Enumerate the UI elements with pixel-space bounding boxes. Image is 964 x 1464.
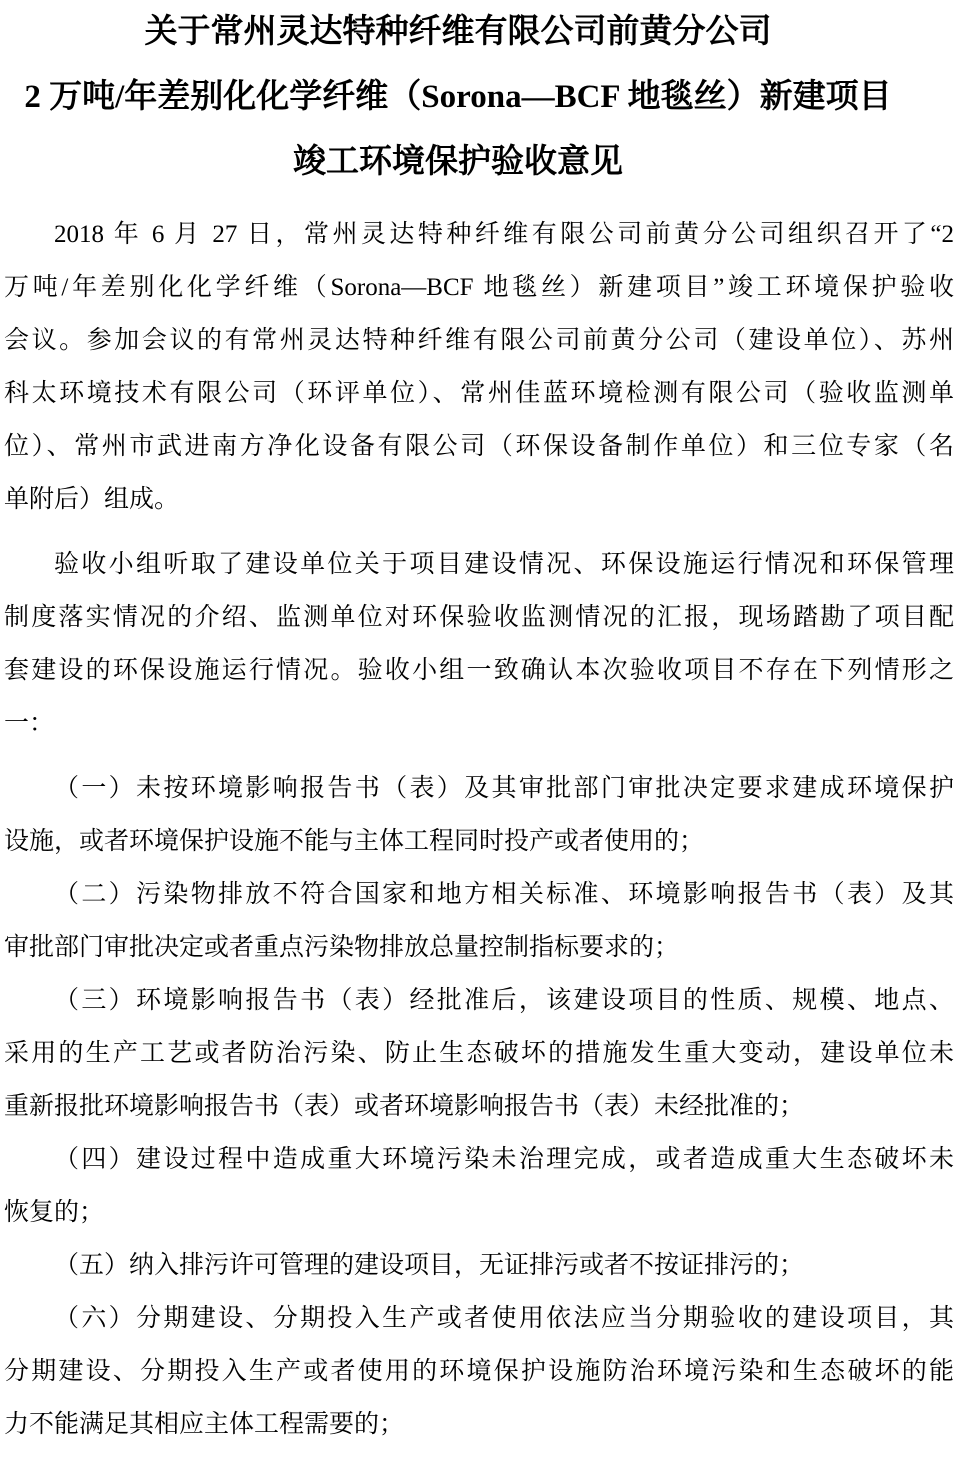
paragraph-line: （二）污染物排放不符合国家和地方相关标准、环境影响报告书（表）及其 (54, 881, 954, 908)
paragraph-line: 位）、常州市武进南方净化设备有限公司（环保设备制作单位）和三位专家（名 (4, 433, 954, 460)
paragraph-line: 会议。参加会议的有常州灵达特种纤维有限公司前黄分公司（建设单位）、苏州 (4, 327, 954, 354)
paragraph-line: 2018 年 6 月 27 日，常州灵达特种纤维有限公司前黄分公司组织召开了“2 (54, 221, 954, 248)
title-line-1: 关于常州灵达特种纤维有限公司前黄分公司 (144, 14, 772, 50)
paragraph (4, 1292, 954, 1451)
paragraph (4, 1239, 954, 1292)
document-title (4, 0, 954, 195)
paragraph-line: 分期建设、分期投入生产或者使用的环境保护设施防治环境污染和生态破坏的能 (4, 1358, 954, 1385)
title-line-2: 2 万吨/年差别化化学纤维（Sorona—BCF 地毯丝）新建项目 (24, 79, 892, 115)
paragraph (4, 208, 954, 526)
paragraph-line: （六）分期建设、分期投入生产或者使用依法应当分期验收的建设项目，其 (54, 1305, 954, 1332)
paragraph-line: 审批部门审批决定或者重点污染物排放总量控制指标要求的； (4, 934, 680, 961)
paragraph-line: 万吨/年差别化化学纤维（Sorona—BCF 地毯丝）新建项目”竣工环境保护验收 (4, 274, 954, 301)
paragraph-line: 制度落实情况的介绍、监测单位对环保验收监测情况的汇报，现场踏勘了项目配 (4, 604, 954, 631)
paragraph-line: （四）建设过程中造成重大环境污染未治理完成，或者造成重大生态破坏未 (54, 1146, 954, 1173)
paragraph-line: （五）纳入排污许可管理的建设项目，无证排污或者不按证排污的； (54, 1252, 805, 1279)
paragraph (4, 974, 954, 1133)
paragraph-line: （三）环境影响报告书（表）经批准后，该建设项目的性质、规模、地点、 (54, 987, 954, 1014)
paragraph-line: 力不能满足其相应主体工程需要的； (4, 1411, 405, 1438)
paragraph-line: 采用的生产工艺或者防治污染、防止生态破坏的措施发生重大变动，建设单位未 (4, 1040, 954, 1067)
paragraph-line: 恢复的； (4, 1199, 105, 1226)
paragraph-line: 重新报批环境影响报告书（表）或者环境影响报告书（表）未经批准的； (4, 1093, 805, 1120)
paragraph (4, 868, 954, 974)
document-body (4, 208, 954, 1451)
title-line-3: 竣工环境保护验收意见 (293, 144, 623, 180)
paragraph-line: 套建设的环保设施运行情况。验收小组一致确认本次验收项目不存在下列情形之 (4, 657, 954, 684)
paragraph-line: 验收小组听取了建设单位关于项目建设情况、环保设施运行情况和环保管理 (54, 551, 954, 578)
paragraph-line: 一： (4, 710, 55, 737)
paragraph-line: （一）未按环境影响报告书（表）及其审批部门审批决定要求建成环境保护 (54, 775, 954, 802)
paragraph-line: 设施，或者环境保护设施不能与主体工程同时投产或者使用的； (4, 828, 705, 855)
paragraph (4, 1133, 954, 1239)
paragraph (4, 762, 954, 868)
paragraph-line: 单附后）组成。 (4, 486, 180, 513)
paragraph (4, 538, 954, 750)
paragraph-line: 科太环境技术有限公司（环评单位）、常州佳蓝环境检测有限公司（验收监测单 (4, 380, 954, 407)
